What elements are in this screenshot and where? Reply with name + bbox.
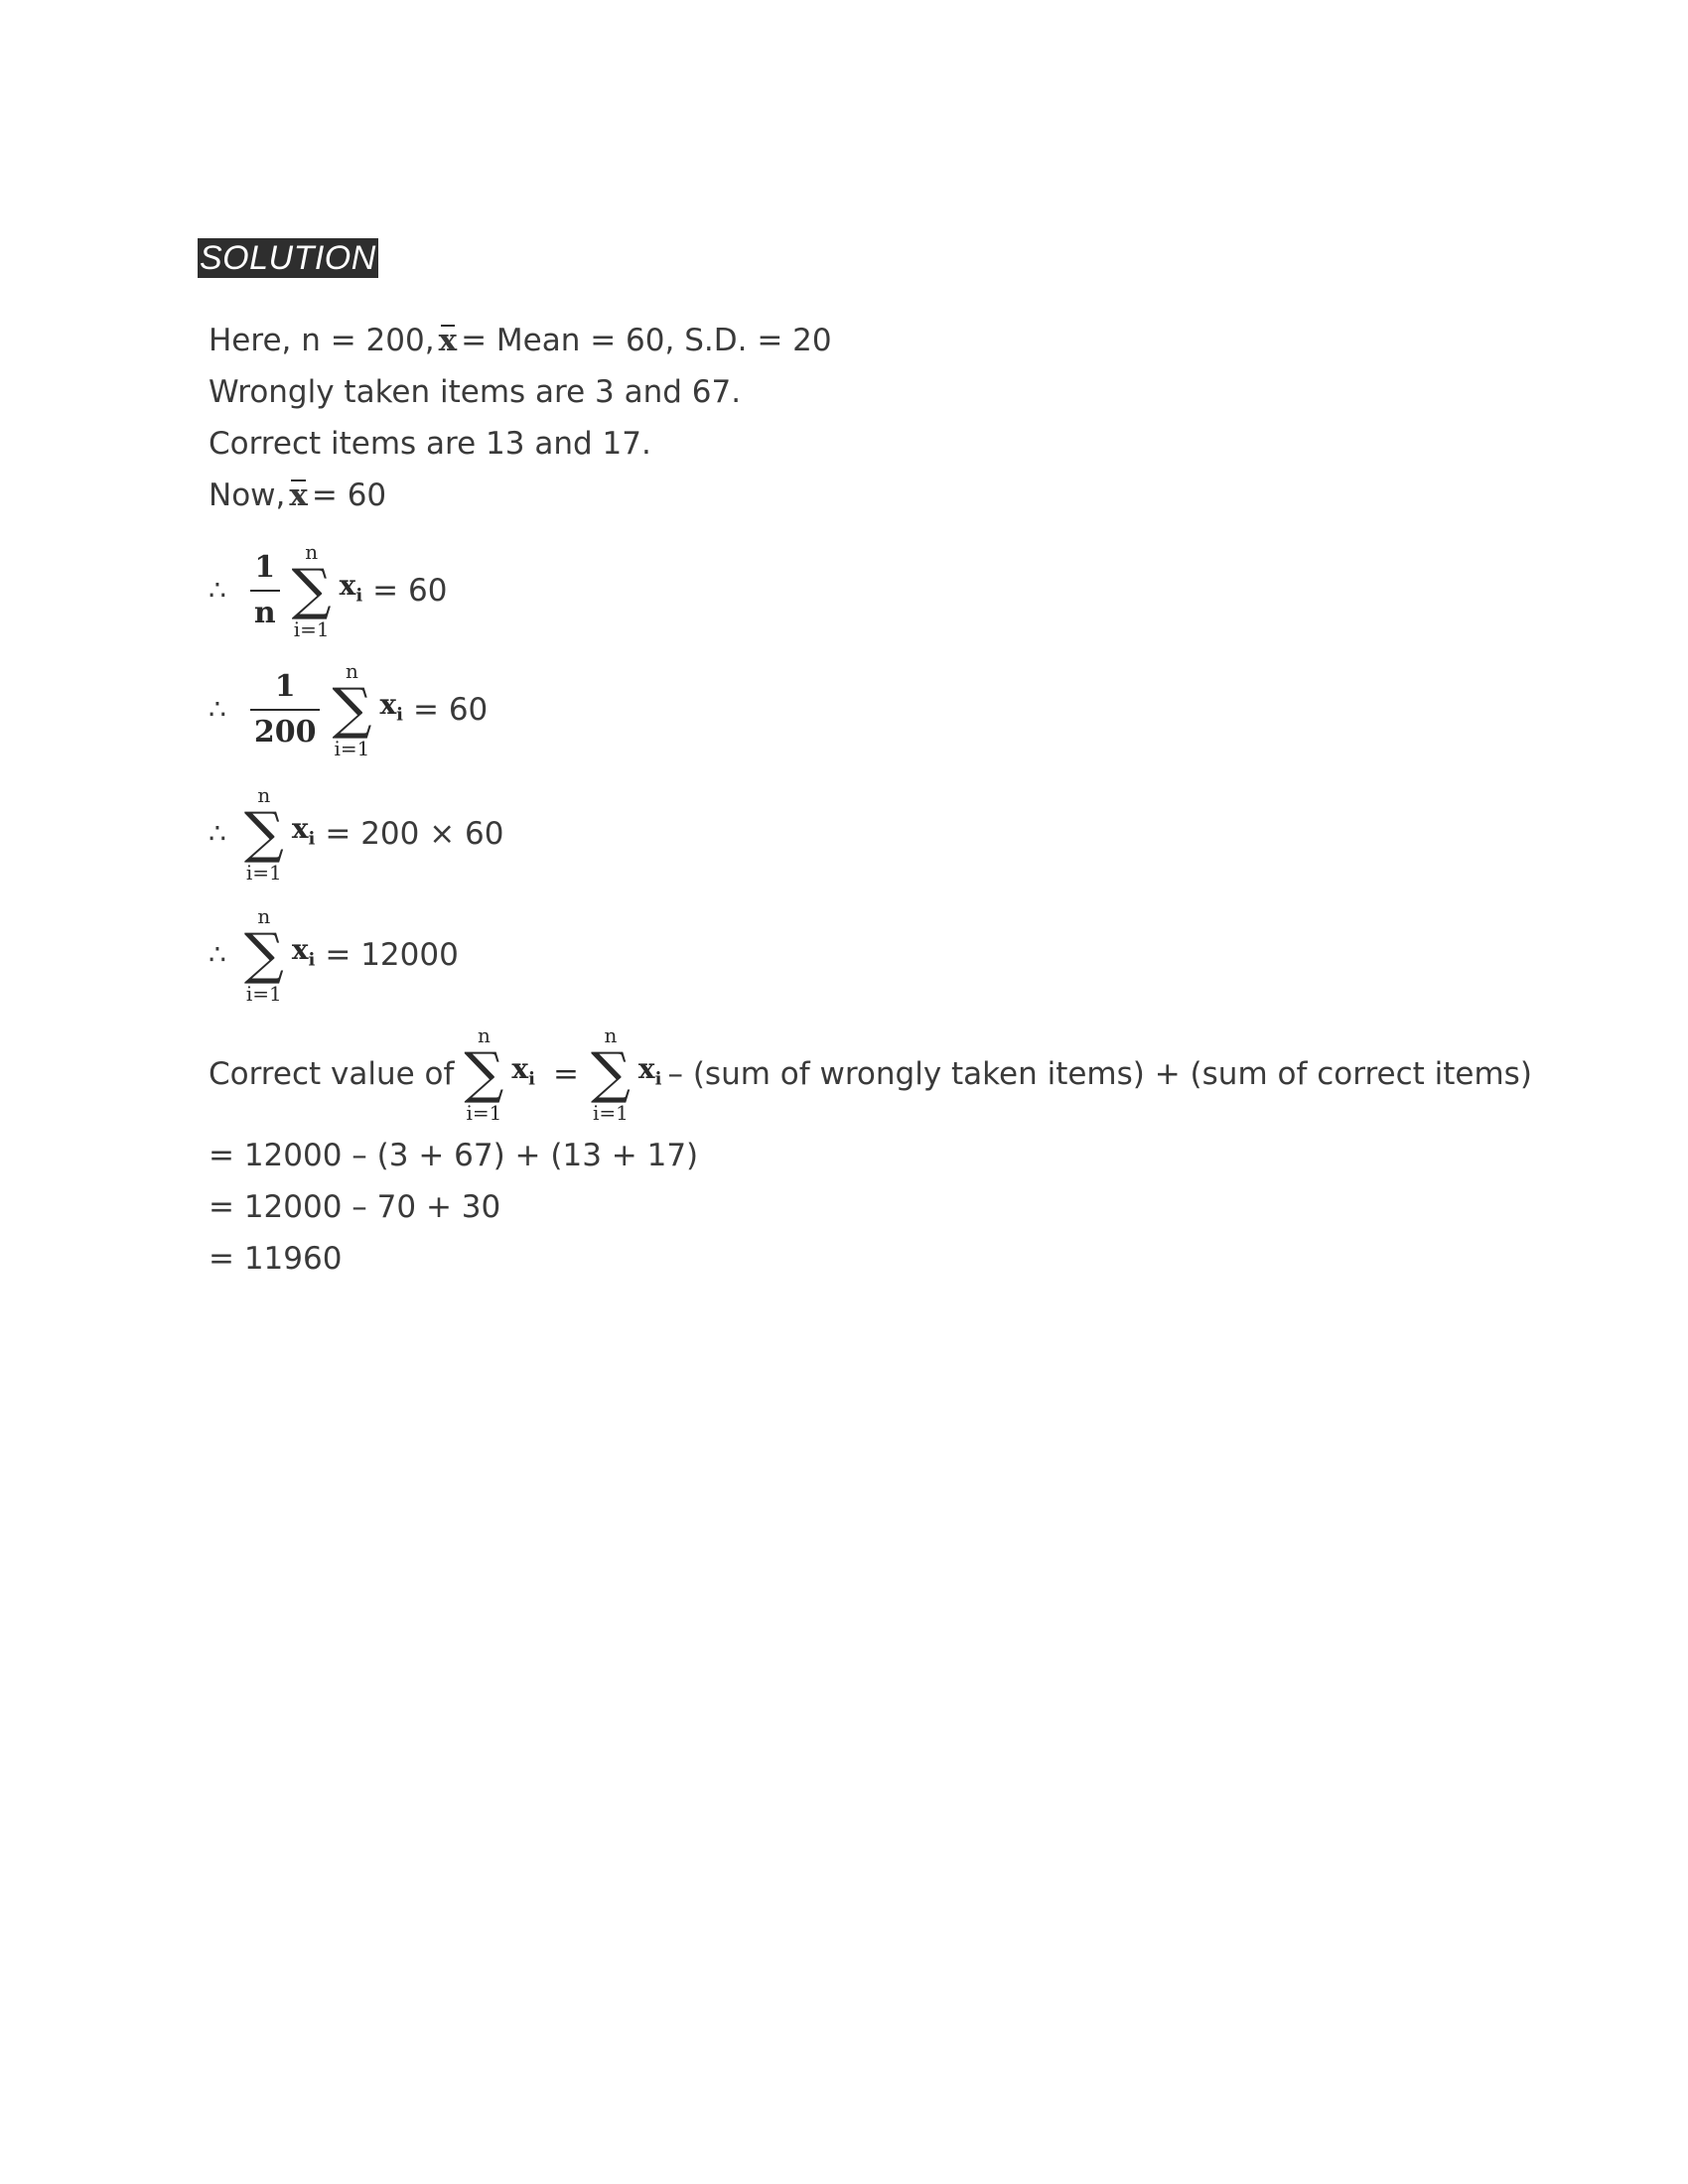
- step-2-rhs: = 60: [412, 692, 489, 728]
- sigma-symbol: ∑: [464, 1041, 504, 1106]
- correct-items-line: [209, 424, 651, 464]
- summation: [464, 1024, 503, 1124]
- result-line-1: [209, 1136, 698, 1175]
- therefore-symbol: ∴: [209, 817, 226, 850]
- fraction-numerator: 1: [274, 669, 296, 704]
- x-i-term: $x_i$: [291, 811, 316, 850]
- sigma-symbol: ∑: [332, 677, 372, 742]
- given-text-a: Here, n = 200,: [209, 323, 435, 358]
- sum-upper-limit: n: [257, 783, 271, 807]
- sum-lower-limit: i=1: [293, 617, 330, 641]
- correct-value-label: Correct value of: [209, 1056, 455, 1092]
- fraction-denominator: n: [253, 596, 276, 630]
- step-3-rhs: = 200 × 60: [325, 816, 504, 852]
- now-line: [209, 476, 386, 515]
- sum-upper-limit: n: [346, 659, 358, 683]
- step-3: [209, 784, 504, 884]
- therefore-symbol: ∴: [209, 574, 226, 607]
- summation: [292, 541, 332, 640]
- result-text-2: = 12000 – 70 + 30: [209, 1189, 501, 1225]
- correct-items-text: Correct items are 13 and 17.: [209, 426, 651, 462]
- sigma-symbol: ∑: [291, 558, 332, 622]
- correct-value-line: [209, 1024, 1532, 1124]
- correct-value-rhs: – (sum of wrongly taken items) + (sum of correct items): [667, 1056, 1532, 1092]
- result-line-3: [209, 1239, 342, 1279]
- fraction-1-over-200: [250, 669, 321, 751]
- sigma-symbol: ∑: [243, 801, 284, 866]
- x-i-term: $x_i$: [291, 932, 316, 971]
- x-i-term: $x_i$: [339, 568, 363, 607]
- sigma-symbol: ∑: [243, 922, 284, 987]
- fraction-bar: [250, 709, 321, 711]
- now-text-a: Now,: [209, 478, 286, 513]
- summation: [244, 905, 284, 1005]
- x-i-term-2: $x_i$: [637, 1051, 662, 1090]
- wrong-items-text: Wrongly taken items are 3 and 67.: [209, 374, 742, 410]
- fraction-numerator: 1: [254, 550, 276, 585]
- x-i-term: $x_i$: [379, 687, 403, 726]
- x-bar-symbol-2: x: [289, 478, 308, 513]
- summation: [332, 660, 371, 759]
- given-line: [209, 321, 832, 360]
- sum-lower-limit: i=1: [245, 861, 282, 885]
- therefore-symbol: ∴: [209, 693, 226, 726]
- x-i-term: $x_i$: [511, 1051, 535, 1090]
- x-bar-symbol: x: [438, 323, 458, 358]
- result-text-3: = 11960: [209, 1241, 343, 1277]
- sum-lower-limit: i=1: [466, 1101, 502, 1125]
- fraction-1-over-n: [250, 550, 280, 631]
- step-4-rhs: = 12000: [325, 937, 459, 973]
- sum-upper-limit: n: [477, 1024, 491, 1047]
- step-1-rhs: = 60: [372, 573, 448, 609]
- sum-upper-limit: n: [604, 1024, 618, 1047]
- sum-upper-limit: n: [305, 540, 319, 564]
- result-line-2: [209, 1187, 500, 1227]
- equals-sign: =: [552, 1056, 579, 1092]
- wrong-items-line: [209, 372, 741, 412]
- result-text-1: = 12000 – (3 + 67) + (13 + 17): [209, 1138, 699, 1173]
- sigma-symbol: ∑: [590, 1041, 631, 1106]
- given-text-b: = Mean = 60, S.D. = 20: [461, 323, 832, 358]
- summation-2: [591, 1024, 631, 1124]
- fraction-bar: [250, 590, 280, 592]
- step-1: [209, 541, 447, 640]
- therefore-symbol: ∴: [209, 938, 226, 971]
- sum-lower-limit: i=1: [245, 982, 282, 1006]
- sum-upper-limit: n: [257, 904, 271, 928]
- sum-lower-limit: i=1: [334, 737, 370, 760]
- now-text-b: = 60: [311, 478, 387, 513]
- summation: [244, 784, 284, 884]
- step-2: [209, 660, 488, 759]
- fraction-denominator: 200: [253, 715, 317, 750]
- step-4: [209, 905, 459, 1005]
- sum-lower-limit: i=1: [592, 1101, 629, 1125]
- solution-heading: SOLUTION: [200, 239, 376, 277]
